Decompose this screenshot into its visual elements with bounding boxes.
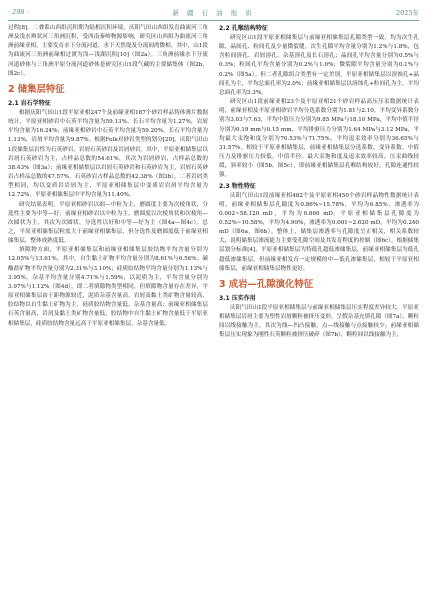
section-3-1-heading: 3.1 压实作用 (219, 294, 256, 302)
paragraph-2-1-a: 根据庆阳气田山1段平原亚相247个及前缘亚相187个砂岩样品铸体薄片数据统计，平原亚相砂岩中石英平均含量为59.13%，长石平均含量为1.27%，岩屑平均含量为16.24%；前缘亚相砂岩中石英平均含量为59.20%，长石平均含量为1.13%，岩屑平均含量为9.87%。根据Folk对砂岩类型的划分[20]，庆阳气田山1段储集层岩性为石英砂岩、岩屑石英砂岩及岩屑砂岩。其中，平原亚相储集层以岩屑石英砂岩为主，占样品总数的54.61%，其次为岩屑砂岩，占样品总数的38.43%（图3a）；前缘亚相储集层以岩屑石英砂岩和石英砂岩为主，岩屑石英砂岩占样品总数的47.57%，石英砂岩占样品总数的42.38%（图3b）。二者岩屑类型相同，均以变质岩岩屑为主，平原亚相储集层中变质岩岩屑平均含量为12.72%，平原亚相储集层中平均含量为11.40%。 (8, 109, 208, 199)
section-2-2-heading: 2.2 孔喉结构特征 (219, 25, 268, 32)
paragraph-3-1-a: 庆阳气田山1段平原亚相储集层与前缘亚相储集层压实程度差异较大。平原亚相储集层岩屑主要为塑性岩屑颗粒被挤压变形，呈假杂基充填孔隙（图7a），颗粒间以线接触为主，其次为线—凹凸接触，点—线接触与点接触较少；前缘亚相储集层压实现象为刚性石英颗粒被挤压破碎（图7b），颗粒间以线接触为主， (219, 304, 419, 339)
page-number: · 298 · (8, 8, 29, 16)
section-2-heading: 2 储集层特征 (8, 83, 65, 95)
section-2-3-heading: 2.3 物性特征 (219, 182, 256, 190)
running-header (8, 6, 419, 18)
paragraph-2-2-a: 研究区山1段平原亚相储集层与前缘亚相储集层孔隙类型一致，均为次生孔隙，晶间孔、粒间孔及少量微裂缝。次生孔隙平均含量分别为1.2%与1.8%，包含粒间溶孔、岩屑溶孔、杂基溶孔及长石溶孔；晶间孔平均含量分别为0.5%与0.3%；粒间孔平均含量分别为0.2%与1.0%；微裂隙平均含量分别为0.1%与0.2%（图5a）。但二者孔隙组合类型有一定差别，平原亚相储集层以溶蚀孔+晶间孔为主，平均总面孔率为2.0%；前缘亚相储集层以溶蚀孔+粒间孔为主，平均总面孔率为3.3%。 (219, 35, 419, 96)
paragraph-2-1-b: 研究结果表明，平原亚相砂岩以细—中粒为主，磨圆度主要为次棱角状，分选性主要为中等—好；前缘亚相砂岩以中粒为主，磨圆度以次棱角状和次棱角—次圆状为主，其次为次圆状，分选性以好和中等—好为主（图4a—图4c）。总之，平原亚相储集层粒度大于前缘亚相储集层，但分选性及磨圆度低于前缘亚相储集层，整体成熟度低。 (8, 201, 208, 245)
paragraph-2-3-a: 庆阳气田山1段前缘亚相482个及平原亚相450个砂岩样品物性数据统计表明，前缘亚相储集层孔隙度为0.86%~15.78%，平均为6.85%，渗透率为0.002~58.120 mD，平均为0.860 mD；平原亚相储集层孔隙度为0.52%~10.58%，平均为4.99%，渗透率为0.001~2.620 mD，平均为0.240 mD（图6a，图6b）。整体上，储集层渗透率与孔隙度呈正相关，相关系数较大，说明储集层渗流能力主要受孔隙空间及其发育程度的控制（图6c）。根据储集层划分标准[4]，平原亚相储集层为特低孔超低渗储集层，前缘亚相储集层为低孔超低渗储集层，但前缘亚相发育一定规模的中—低孔渗储集层，相较于平原亚相储集层，前缘亚相储集层物性更好。 (219, 192, 419, 272)
journal-title: 新 疆 石 油 地 质 (172, 8, 255, 17)
section-2-1-heading: 2.1 岩石学特征 (8, 99, 51, 107)
publication-year: 2025年 (395, 8, 419, 17)
intro-paragraph: 过程[8]。二叠系山西组沉积期为陆相沉积环境，庆阳气田山西组发育曲流河三角洲及浅水辫状河三角洲沉积，受西南秦岭物源影响，研究区山西组为曲流河三角洲前缘亚相，主要发育水下分流河道、水下天然堤及分流间湾微相。其中，山1段为曲流河三角洲前缘相过渡为浅—浅湖沉积[10]（图2a）。三角洲前缘水下分流河道砂体与三角洲平原分流河道砂体是研究区山1段气藏的主要储集体（图2b，图2c）。 (8, 25, 208, 77)
paragraph-2-1-c: 填隙物方面，平原亚相储集层和前缘亚相储集层胶结物平均含量分别为12.05%与13.61%，其中，自生黏土矿物平均含量分别为8.61%与6.56%；碳酸盐矿物平均含量分别为2.31%与3.10%；硅质胶结物平均含量分别为1.13%与3.95%。杂基平均含量分别4.71%与1.59%，以泥质为主，平均含量分别为3.97%与1.12%（图4d）。即二者填隙物类型相同，但填隙物含量存在差异，平原亚相储集层由于距物源较近，泥质杂基含量高，岩屑及黏土类矿物含量较高，胶结物以自生黏土矿物为主，硅质胶结物含量低，杂基含量高；前缘亚相储集层石英含量高，岩屑及黏土类矿物含量低，胶结物中自生黏土矿物含量低于平原亚相储集层，硅质胶结物含量远高于平原亚相储集层，杂基含量低。 (8, 247, 208, 327)
left-column (8, 24, 208, 329)
section-3-heading: 3 成岩—孔隙演化特征 (219, 278, 314, 290)
right-column (219, 24, 419, 341)
paragraph-2-2-b: 研究区山1段前缘亚相23个及平原亚相21个砂岩样品高压压汞数据统计表明，前缘亚相及平原亚相砂岩平均分选系数分别为1.81与2.10，平均变异系数分别为3.03与7.63，平均中值压力分别为9.85 MPa与18.10 MPa，平均中值半径分别为0.19 mm与0.15 mm，平均排驱压力分别为1.64 MPa与3.12 MPa，平均最大汞饱和度分别为76.53%与71.75%，平均退汞效率分别为36.65%与31.57%。相较于平原亚相储集层，前缘亚相储集层分选系数、变异系数、中值压力及排驱压力较低，中值半径、最大汞饱和度及退汞效率较高，压汞曲线较缓，斜率较小（图5b，图5c），即前缘亚相储集层孔喉结构较好，孔隙连通性较强。 (219, 99, 419, 179)
header-rule (8, 20, 419, 21)
